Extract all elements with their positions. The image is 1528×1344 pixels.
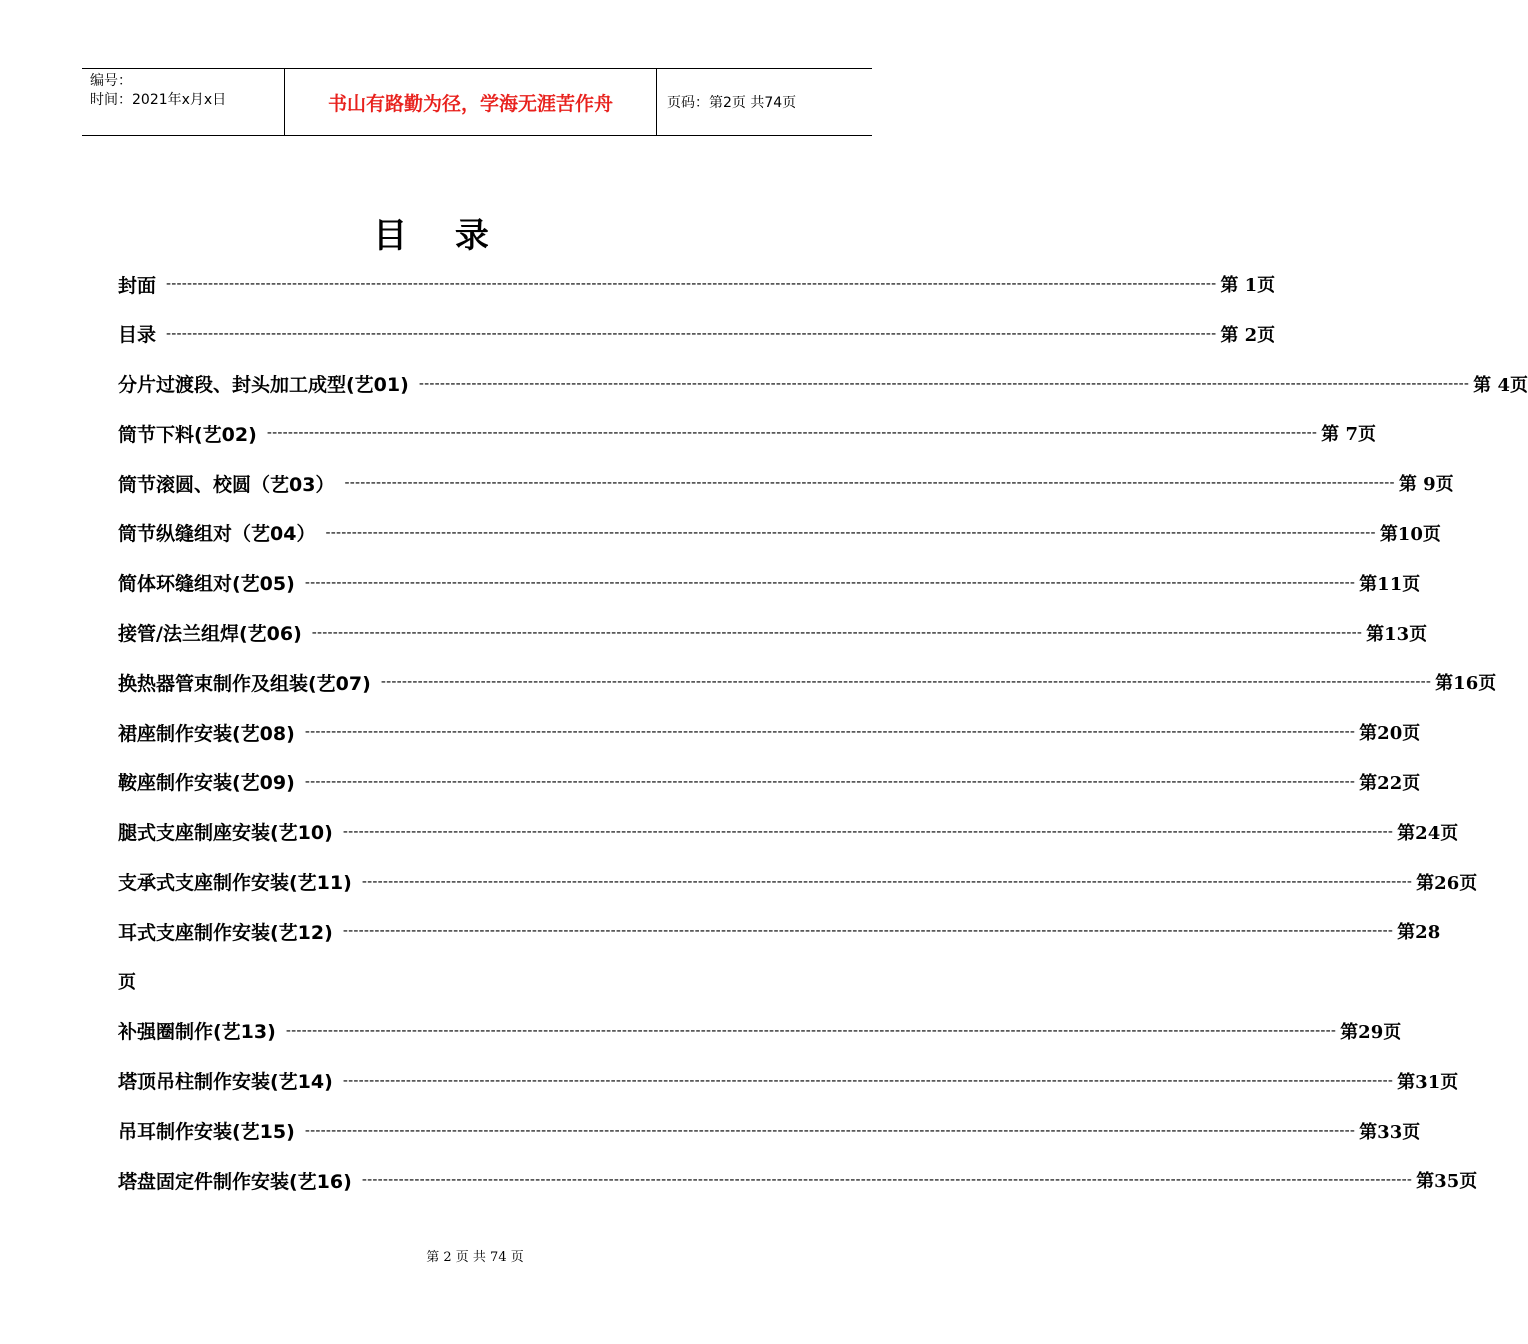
toc-entry[interactable] [118,1015,1402,1047]
toc-entry[interactable] [118,517,1441,549]
toc-entry-page: 第13页 [1366,623,1428,645]
code-label: 编号： [90,73,132,89]
toc-entry-label: 吊耳制作安装(艺15) [118,1121,295,1144]
toc-entry-page-continuation: 页 [118,972,136,994]
toc-entry-label: 腿式支座制座安装(艺10) [118,822,333,845]
toc-entry[interactable] [118,268,1276,300]
toc-entry-label: 塔顶吊柱制作安装(艺14) [118,1071,333,1094]
toc-entry[interactable] [118,1164,1478,1196]
toc-leader: -------------------------------------------------------------------------------------------------------------------------------------------------------------------------------------------------------- [304,773,1356,790]
toc-entry[interactable] [118,716,1421,748]
toc-entry-page: 第 7页 [1321,424,1376,446]
toc-entry-label: 支承式支座制作安装(艺11) [118,872,352,895]
toc-entry-label: 筒节纵缝组对（艺04） [118,523,316,546]
toc-entry[interactable] [118,368,1528,400]
toc-entry[interactable] [118,318,1276,350]
toc-entry-page: 第26页 [1416,872,1478,894]
toc-entry-page: 第 2页 [1220,324,1276,346]
toc-entry-label: 耳式支座制作安装(艺12) [118,921,333,944]
toc-entry-page: 第10页 [1379,523,1441,545]
toc-leader: -------------------------------------------------------------------------------------------------------------------------------------------------------------------------------------------------------- [325,524,1376,541]
toc-leader: -------------------------------------------------------------------------------------------------------------------------------------------------------------------------------------------------------- [285,1022,1337,1039]
toc-entry[interactable] [118,567,1421,599]
toc-entry-label: 筒节滚圆、校圆（艺03） [118,473,335,496]
toc-entry[interactable] [118,915,1441,947]
toc-entry-label: 封面 [118,274,157,297]
toc-entry-page: 第24页 [1397,822,1459,844]
toc-entry[interactable] [118,816,1459,848]
toc-leader: -------------------------------------------------------------------------------------------------------------------------------------------------------------------------------------------------------- [266,425,1318,442]
toc-entry-page: 第20页 [1359,723,1421,745]
toc-entry-label: 补强圈制作(艺13) [118,1021,276,1044]
toc-entry[interactable] [118,617,1428,649]
toc-entry-label: 分片过渡段、封头加工成型(艺01) [118,374,409,397]
toc-leader: -------------------------------------------------------------------------------------------------------------------------------------------------------------------------------------------------------- [342,823,1394,840]
toc-leader: -------------------------------------------------------------------------------------------------------------------------------------------------------------------------------------------------------- [344,475,1395,492]
toc-entry-page: 第31页 [1397,1071,1459,1093]
toc-entry-page: 第16页 [1435,673,1497,695]
header-page-info: 页码：第2页 共74页 [667,95,797,111]
toc-leader: -------------------------------------------------------------------------------------------------------------------------------------------------------------------------------------------------------- [342,923,1394,940]
toc-leader: -------------------------------------------------------------------------------------------------------------------------------------------------------------------------------------------------------- [304,724,1356,741]
page-header [82,68,872,136]
page-footer: 第 2 页 共 74 页 [426,1250,524,1265]
toc-entry-label: 目录 [118,324,157,347]
toc-leader: -------------------------------------------------------------------------------------------------------------------------------------------------------------------------------------------------------- [304,574,1356,591]
toc-leader: -------------------------------------------------------------------------------------------------------------------------------------------------------------------------------------------------------- [342,1072,1394,1089]
toc-entry-label: 塔盘固定件制作安装(艺16) [118,1170,352,1193]
toc-entry-page: 第22页 [1359,772,1421,794]
toc-entry-label: 筒节下料(艺02) [118,423,257,446]
header-motto: 书山有路勤为径，学海无涯苦作舟 [284,69,657,135]
toc-leader: -------------------------------------------------------------------------------------------------------------------------------------------------------------------------------------------------------- [361,1172,1413,1189]
toc-entry[interactable] [118,866,1478,898]
toc-entry-label: 换热器管束制作及组装(艺07) [118,672,371,695]
toc-entry[interactable] [118,1065,1459,1097]
toc-leader: -------------------------------------------------------------------------------------------------------------------------------------------------------------------------------------------------------- [361,873,1413,890]
toc-entry-label: 接管/法兰组焊(艺06) [118,623,302,646]
toc-leader: -------------------------------------------------------------------------------------------------------------------------------------------------------------------------------------------------------- [166,325,1217,342]
toc-entry-page: 第35页 [1416,1171,1478,1193]
toc-entry[interactable] [118,417,1376,449]
toc-entry[interactable] [118,1115,1421,1147]
toc-leader: -------------------------------------------------------------------------------------------------------------------------------------------------------------------------------------------------------- [166,276,1217,292]
table-of-contents [118,268,1528,1214]
toc-entry-page: 第 9页 [1398,474,1454,496]
toc-entry-label: 简体环缝组对(艺05) [118,573,295,596]
toc-leader: -------------------------------------------------------------------------------------------------------------------------------------------------------------------------------------------------------- [380,674,1432,691]
toc-entry-label: 鞍座制作安装(艺09) [118,772,295,795]
toc-entry-label: 裙座制作安装(艺08) [118,722,295,745]
toc-entry-page: 第29页 [1340,1021,1402,1043]
toc-entry[interactable] [118,766,1421,798]
toc-leader: -------------------------------------------------------------------------------------------------------------------------------------------------------------------------------------------------------- [418,375,1470,392]
toc-entry-page: 第 4页 [1473,374,1528,396]
toc-entry[interactable] [118,666,1497,698]
toc-entry-page: 第 1页 [1220,275,1276,296]
toc-leader: -------------------------------------------------------------------------------------------------------------------------------------------------------------------------------------------------------- [311,624,1363,641]
toc-leader: -------------------------------------------------------------------------------------------------------------------------------------------------------------------------------------------------------- [304,1122,1356,1139]
time-label: 时间：2021年x月x日 [90,92,227,108]
toc-entry-page: 第11页 [1359,573,1421,595]
toc-entry-page: 第28 [1397,922,1441,944]
toc-entry-page: 第33页 [1359,1121,1421,1143]
toc-entry[interactable] [118,467,1454,499]
page-title: 目 录 [373,216,507,256]
header-meta [82,69,284,135]
